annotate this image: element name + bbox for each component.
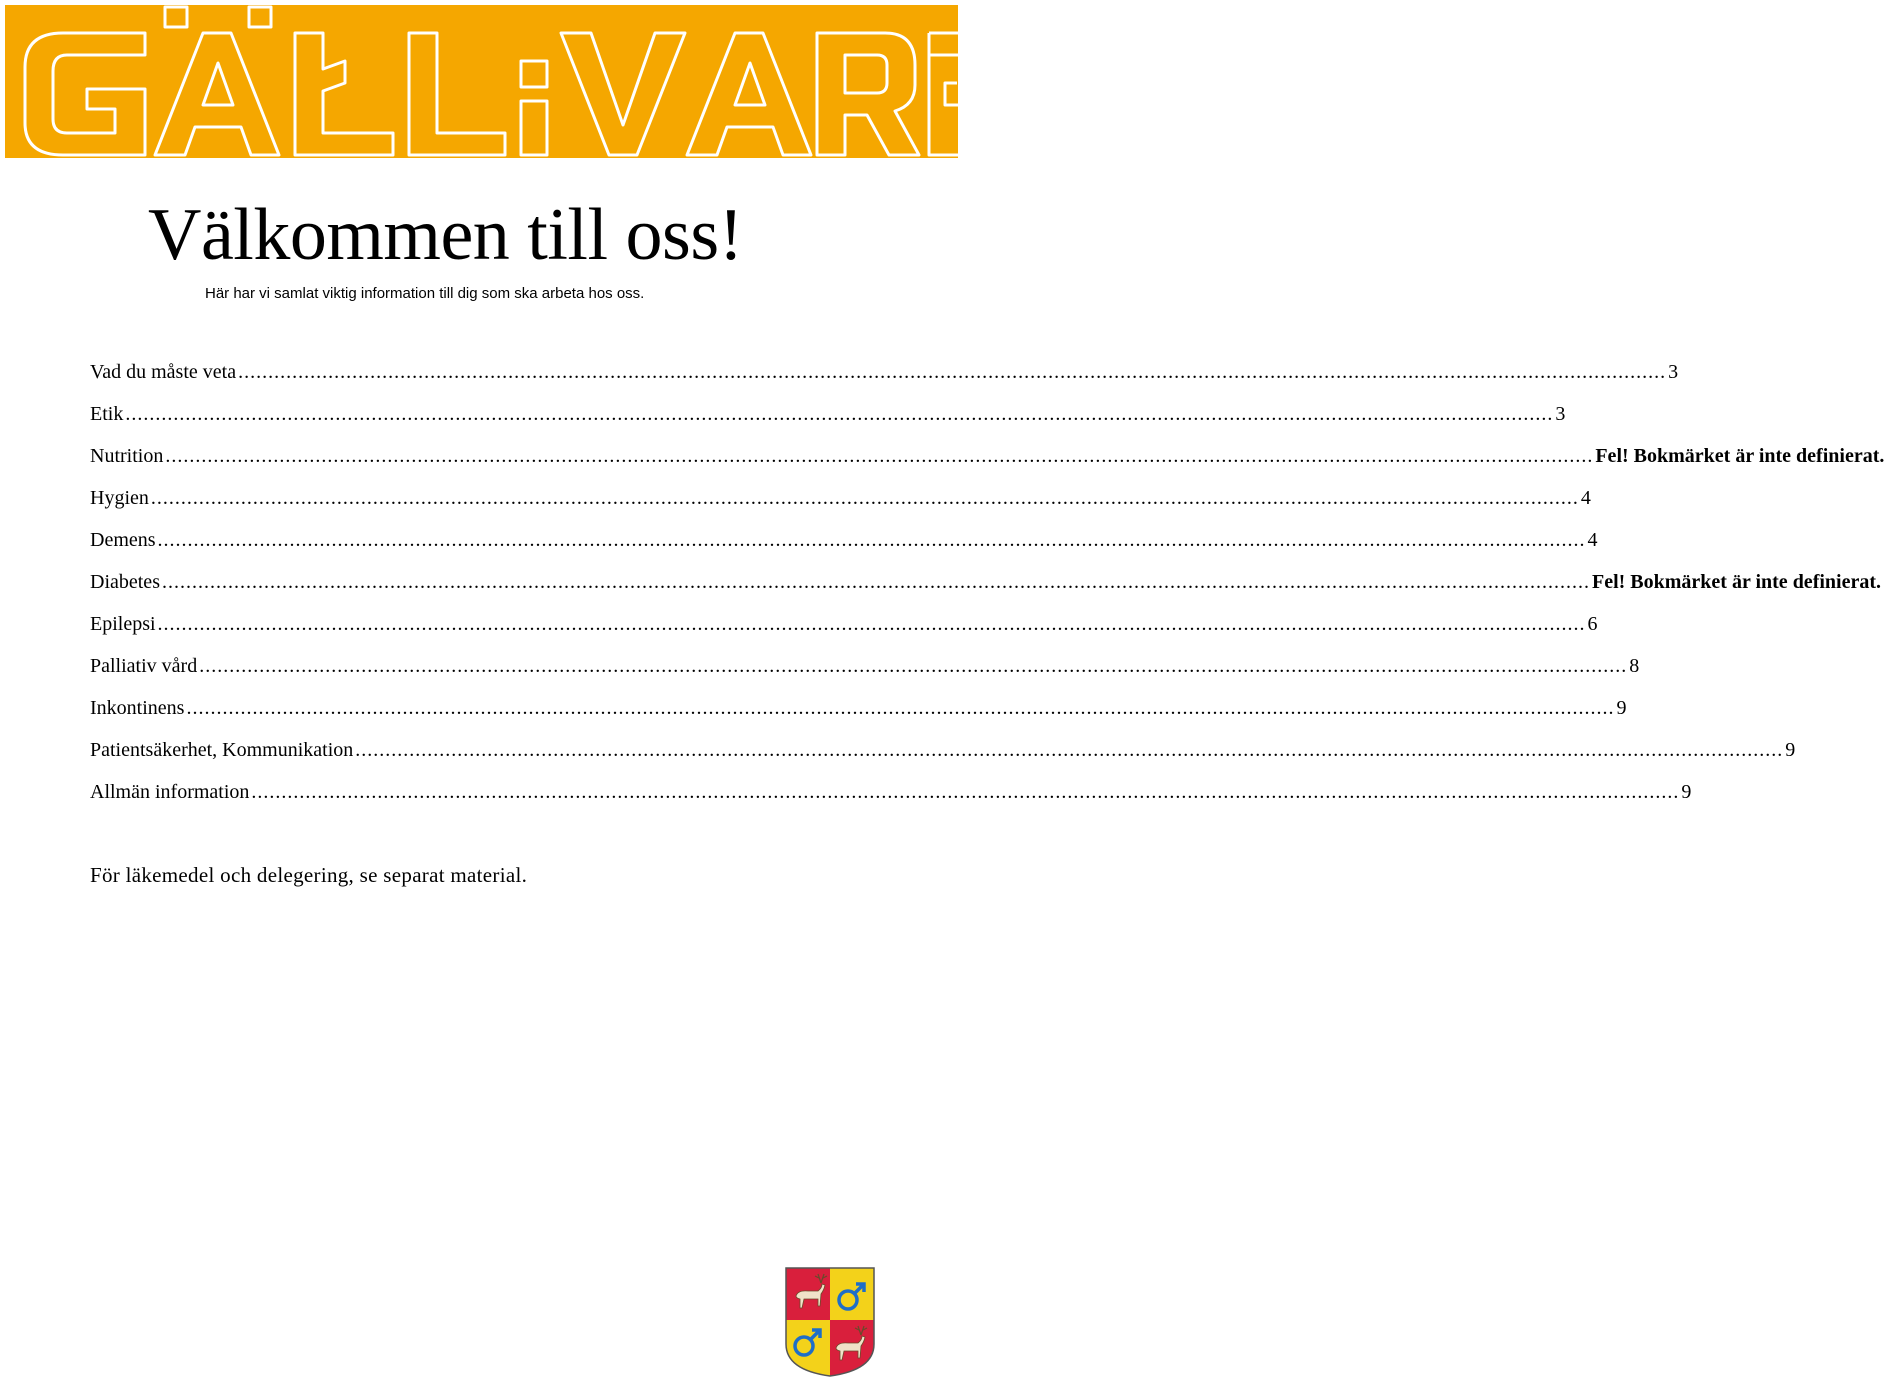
coat-of-arms-icon (784, 1266, 876, 1378)
toc-entry-page: 9 (1785, 739, 1796, 761)
toc-dot-leader: .............................................................................................................................................................................................................................................. (157, 613, 1586, 635)
toc-dot-leader: .............................................................................................................................................................................................................................................. (125, 403, 1554, 425)
toc-entry-label: Palliativ vård (90, 655, 198, 677)
toc-entry[interactable] (90, 440, 1884, 482)
toc-dot-leader: .............................................................................................................................................................................................................................................. (161, 571, 1590, 593)
gallivare-wordmark-logo (5, 5, 958, 158)
toc-dot-leader: .............................................................................................................................................................................................................................................. (251, 781, 1680, 803)
toc-bookmark-error: Fel! Bokmärket är inte definierat. (1595, 445, 1884, 467)
toc-entry-page: 6 (1587, 613, 1598, 635)
toc-entry-label: Nutrition (90, 445, 164, 467)
toc-entry[interactable] (90, 482, 1591, 524)
toc-entry[interactable] (90, 608, 1598, 650)
toc-entry-label: Hygien (90, 487, 149, 509)
toc-entry[interactable] (90, 776, 1692, 818)
toc-entry-page: 3 (1555, 403, 1566, 425)
toc-entry-label: Patientsäkerhet, Kommunikation (90, 739, 354, 761)
toc-entry-label: Inkontinens (90, 697, 185, 719)
toc-entry-label: Allmän information (90, 781, 250, 803)
toc-entry-label: Demens (90, 529, 156, 551)
page-title: Välkommen till oss! (148, 194, 743, 276)
toc-bookmark-error: Fel! Bokmärket är inte definierat. (1591, 571, 1881, 593)
toc-entry[interactable] (90, 356, 1679, 398)
toc-entry-page: 9 (1616, 697, 1627, 719)
toc-entry-page: 4 (1580, 487, 1591, 509)
separate-material-note: För läkemedel och delegering, se separat material. (90, 863, 528, 887)
toc-entry-label: Diabetes (90, 571, 160, 593)
toc-entry[interactable] (90, 692, 1627, 734)
toc-entry-page: 8 (1629, 655, 1640, 677)
toc-entry-page: 3 (1668, 361, 1679, 383)
toc-entry[interactable] (90, 650, 1640, 692)
toc-dot-leader: .............................................................................................................................................................................................................................................. (157, 529, 1586, 551)
toc-entry-label: Vad du måste veta (90, 361, 237, 383)
toc-entry[interactable] (90, 566, 1881, 608)
toc-dot-leader: .............................................................................................................................................................................................................................................. (150, 487, 1579, 509)
toc-entry-page: 9 (1681, 781, 1692, 803)
toc-dot-leader: .............................................................................................................................................................................................................................................. (186, 697, 1615, 719)
page-subtitle: Här har vi samlat viktig information till dig som ska arbeta hos oss. (205, 285, 645, 302)
toc-entry-label: Epilepsi (90, 613, 156, 635)
toc-dot-leader: .............................................................................................................................................................................................................................................. (238, 361, 1667, 383)
toc-entry[interactable] (90, 734, 1796, 776)
toc-entry-page: 4 (1587, 529, 1598, 551)
toc-entry[interactable] (90, 398, 1566, 440)
toc-dot-leader: .............................................................................................................................................................................................................................................. (199, 655, 1628, 677)
toc-dot-leader: .............................................................................................................................................................................................................................................. (165, 445, 1594, 467)
header-banner (5, 5, 958, 158)
toc-entry-label: Etik (90, 403, 124, 425)
toc-entry[interactable] (90, 524, 1598, 566)
table-of-contents (90, 356, 1884, 818)
toc-dot-leader: .............................................................................................................................................................................................................................................. (355, 739, 1784, 761)
